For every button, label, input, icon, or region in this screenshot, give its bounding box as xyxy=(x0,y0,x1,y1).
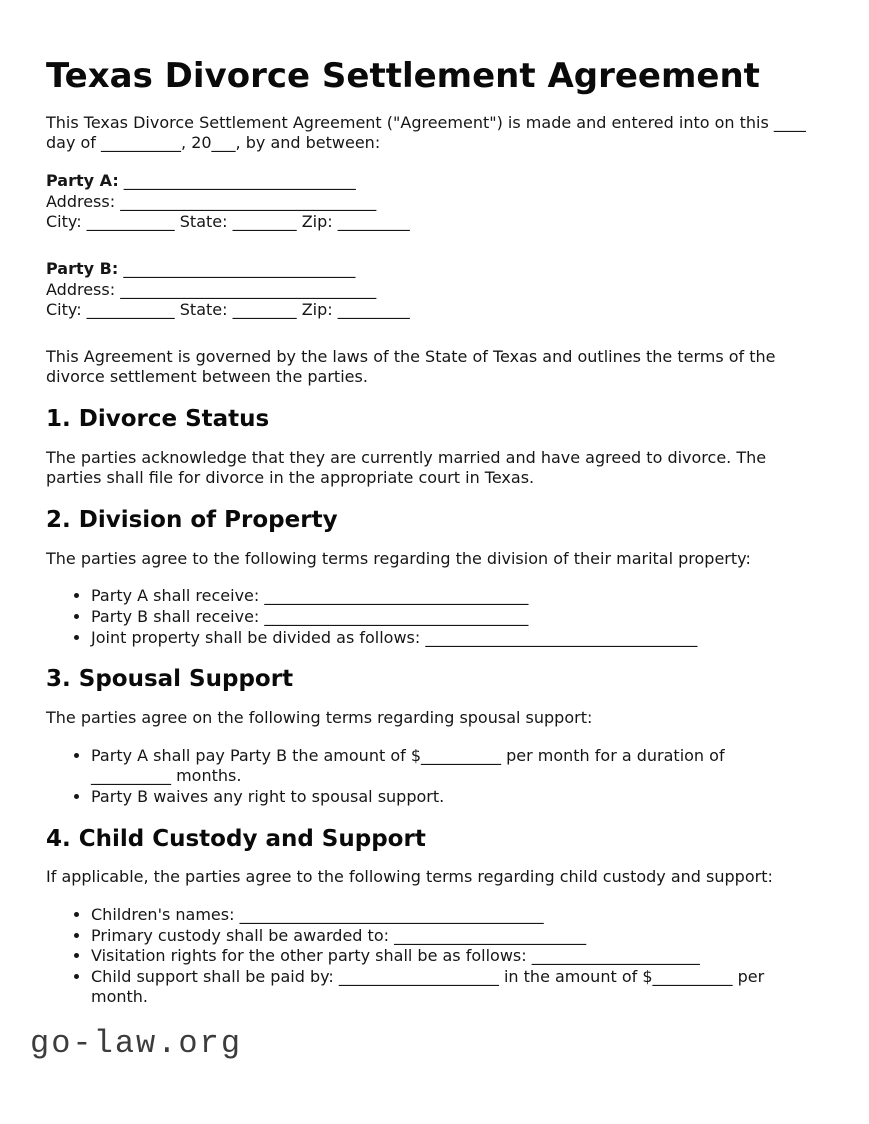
section-4-heading: 4. Child Custody and Support xyxy=(46,825,426,852)
list-item: • Party B waives any right to spousal support. xyxy=(91,787,809,808)
list-item: • Party A shall receive: _________________________________ xyxy=(91,586,809,607)
footer-brand-logo: go-law.org xyxy=(30,1025,243,1063)
party-a-zip-blank: _________ xyxy=(332,212,410,232)
party-a-address-label: Address: xyxy=(46,191,116,211)
party-b-zip-blank: _________ xyxy=(332,300,410,320)
governing-law-paragraph: This Agreement is governed by the laws of the State of Texas and outlines the terms of the divorce settlement between the parties. xyxy=(46,346,776,387)
intro-paragraph: This Texas Divorce Settlement Agreement ("Agreement") is made and entered into on this ____ day of __________, 20___, by and between: xyxy=(46,112,806,153)
list-item: • Party B shall receive: _________________________________ xyxy=(91,607,809,628)
party-b-address-label: Address: xyxy=(46,279,116,299)
party-a-name-blank: _____________________________ xyxy=(118,171,356,191)
party-b-name-blank: _____________________________ xyxy=(118,258,356,278)
party-a-address-blank: ________________________________ xyxy=(115,191,377,211)
party-a-address-line xyxy=(46,192,809,213)
list-item: • Primary custody shall be awarded to: ________________________ xyxy=(91,926,809,947)
party-b-city-blank: ___________ xyxy=(81,300,180,320)
party-a-name-line xyxy=(46,171,809,192)
section-3-bullet-list xyxy=(46,746,809,808)
party-b-block xyxy=(46,259,809,321)
party-b-city-line xyxy=(46,300,809,321)
list-item: • Joint property shall be divided as follows: __________________________________ xyxy=(91,628,809,649)
section-4-body: If applicable, the parties agree to the following terms regarding child custody and support: xyxy=(46,867,773,887)
section-1-body: The parties acknowledge that they are currently married and have agreed to divorce. The parties shall file for divorce in the appropriate court in Texas. xyxy=(46,447,767,488)
party-b-zip-label: Zip: xyxy=(301,300,333,320)
section-2-bullet-list xyxy=(46,586,809,648)
party-b-label: Party B: xyxy=(46,258,119,278)
party-a-state-label: State: xyxy=(179,212,228,232)
party-a-city-label: City: xyxy=(46,212,82,232)
party-b-address-line xyxy=(46,280,809,301)
party-a-state-blank: ________ xyxy=(227,212,302,232)
list-item: • Children's names: ______________________________________ xyxy=(91,905,809,926)
section-2-body: The parties agree to the following terms regarding the division of their marital property: xyxy=(46,548,751,568)
list-item: • Visitation rights for the other party shall be as follows: _____________________ xyxy=(91,946,809,967)
section-4-bullet-list xyxy=(46,905,809,1008)
list-item: • Child support shall be paid by: ____________________ in the amount of $__________ per month. xyxy=(91,967,809,1008)
party-b-name-line xyxy=(46,259,809,280)
document-title: Texas Divorce Settlement Agreement xyxy=(46,56,760,96)
section-3-body: The parties agree on the following terms regarding spousal support: xyxy=(46,708,593,728)
party-a-label: Party A: xyxy=(46,171,119,191)
party-a-city-blank: ___________ xyxy=(81,212,180,232)
party-b-address-blank: ________________________________ xyxy=(115,279,377,299)
party-a-block xyxy=(46,171,809,233)
party-a-city-line xyxy=(46,212,809,233)
list-item: • Party A shall pay Party B the amount of $__________ per month for a duration of __________ months. xyxy=(91,746,809,787)
party-b-state-label: State: xyxy=(179,300,228,320)
section-1-heading: 1. Divorce Status xyxy=(46,406,270,433)
party-b-state-blank: ________ xyxy=(227,300,302,320)
party-b-city-label: City: xyxy=(46,300,82,320)
section-3-heading: 3. Spousal Support xyxy=(46,666,294,693)
section-2-heading: 2. Division of Property xyxy=(46,507,338,534)
party-a-zip-label: Zip: xyxy=(301,212,333,232)
